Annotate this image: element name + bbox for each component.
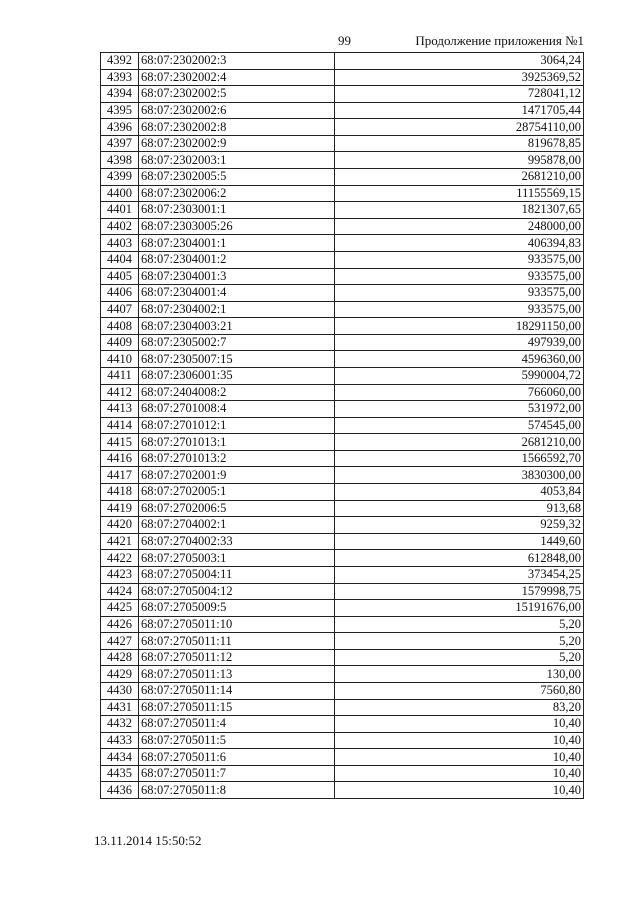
table-row — [101, 334, 584, 351]
page-number: 99 — [338, 33, 351, 48]
cadastral-value: 5,20 — [335, 633, 584, 650]
table-row — [101, 152, 584, 169]
row-number: 4433 — [101, 732, 139, 749]
row-number: 4429 — [101, 666, 139, 683]
row-number: 4418 — [101, 484, 139, 501]
cadastral-number: 68:07:2702006:5 — [139, 500, 335, 517]
table-row — [101, 765, 584, 782]
cadastral-number: 68:07:2302005:5 — [139, 169, 335, 186]
cadastral-number: 68:07:2302002:9 — [139, 135, 335, 152]
cadastral-value: 7560,80 — [335, 682, 584, 699]
cadastral-value: 15191676,00 — [335, 600, 584, 617]
row-number: 4395 — [101, 102, 139, 119]
cadastral-number: 68:07:2302002:8 — [139, 119, 335, 136]
table-row — [101, 218, 584, 235]
cadastral-number: 68:07:2302002:3 — [139, 53, 335, 70]
row-number: 4411 — [101, 367, 139, 384]
row-number: 4403 — [101, 235, 139, 252]
table-row — [101, 119, 584, 136]
table-row — [101, 600, 584, 617]
row-number: 4420 — [101, 517, 139, 534]
table-row — [101, 135, 584, 152]
row-number: 4406 — [101, 285, 139, 302]
table-row — [101, 301, 584, 318]
cadastral-value: 5,20 — [335, 649, 584, 666]
cadastral-number: 68:07:2306001:35 — [139, 367, 335, 384]
table-row — [101, 533, 584, 550]
table-row — [101, 467, 584, 484]
cadastral-number: 68:07:2705011:7 — [139, 765, 335, 782]
cadastral-value: 933575,00 — [335, 268, 584, 285]
cadastral-number: 68:07:2704002:33 — [139, 533, 335, 550]
table-row — [101, 401, 584, 418]
cadastral-number: 68:07:2305007:15 — [139, 351, 335, 368]
cadastral-value: 574545,00 — [335, 417, 584, 434]
cadastral-number: 68:07:2702001:9 — [139, 467, 335, 484]
row-number: 4409 — [101, 334, 139, 351]
cadastral-value: 497939,00 — [335, 334, 584, 351]
row-number: 4432 — [101, 716, 139, 733]
table-row — [101, 86, 584, 103]
cadastral-value: 3064,24 — [335, 53, 584, 70]
table-row — [101, 583, 584, 600]
table-row — [101, 699, 584, 716]
cadastral-value: 933575,00 — [335, 301, 584, 318]
row-number: 4397 — [101, 135, 139, 152]
cadastral-number: 68:07:2302002:4 — [139, 69, 335, 86]
cadastral-value: 913,68 — [335, 500, 584, 517]
table-row — [101, 268, 584, 285]
cadastral-number: 68:07:2704002:1 — [139, 517, 335, 534]
row-number: 4396 — [101, 119, 139, 136]
cadastral-value: 995878,00 — [335, 152, 584, 169]
row-number: 4398 — [101, 152, 139, 169]
table-row — [101, 367, 584, 384]
appendix-continuation-note: Продолжение приложения №1 — [415, 33, 584, 48]
cadastral-value: 5,20 — [335, 616, 584, 633]
cadastral-number: 68:07:2302002:5 — [139, 86, 335, 103]
cadastral-value: 5990004,72 — [335, 367, 584, 384]
cadastral-value: 1579998,75 — [335, 583, 584, 600]
table-row — [101, 682, 584, 699]
cadastral-value: 248000,00 — [335, 218, 584, 235]
table-body — [101, 53, 584, 799]
cadastral-value: 612848,00 — [335, 550, 584, 567]
table-row — [101, 749, 584, 766]
cadastral-value: 933575,00 — [335, 285, 584, 302]
cadastral-number: 68:07:2705011:13 — [139, 666, 335, 683]
cadastral-number: 68:07:2705009:5 — [139, 600, 335, 617]
table-row — [101, 285, 584, 302]
cadastral-number: 68:07:2705011:8 — [139, 782, 335, 799]
row-number: 4404 — [101, 251, 139, 268]
cadastral-number: 68:07:2705003:1 — [139, 550, 335, 567]
table-row — [101, 53, 584, 70]
cadastral-number: 68:07:2701013:1 — [139, 434, 335, 451]
cadastral-value: 2681210,00 — [335, 434, 584, 451]
row-number: 4430 — [101, 682, 139, 699]
row-number: 4419 — [101, 500, 139, 517]
row-number: 4426 — [101, 616, 139, 633]
cadastral-number: 68:07:2303005:26 — [139, 218, 335, 235]
cadastral-number: 68:07:2705011:15 — [139, 699, 335, 716]
cadastral-value: 10,40 — [335, 765, 584, 782]
table-row — [101, 566, 584, 583]
cadastral-number: 68:07:2305002:7 — [139, 334, 335, 351]
table-row — [101, 649, 584, 666]
table-row — [101, 417, 584, 434]
cadastral-value: 1471705,44 — [335, 102, 584, 119]
cadastral-number: 68:07:2705011:10 — [139, 616, 335, 633]
cadastral-value: 4053,84 — [335, 484, 584, 501]
cadastral-number: 68:07:2705011:11 — [139, 633, 335, 650]
table-row — [101, 251, 584, 268]
row-number: 4417 — [101, 467, 139, 484]
row-number: 4427 — [101, 633, 139, 650]
cadastral-value: 10,40 — [335, 749, 584, 766]
cadastral-number: 68:07:2705011:6 — [139, 749, 335, 766]
row-number: 4424 — [101, 583, 139, 600]
row-number: 4401 — [101, 202, 139, 219]
cadastral-value: 18291150,00 — [335, 318, 584, 335]
cadastral-number: 68:07:2705011:14 — [139, 682, 335, 699]
row-number: 4400 — [101, 185, 139, 202]
cadastral-number: 68:07:2705011:5 — [139, 732, 335, 749]
cadastral-number: 68:07:2705011:4 — [139, 716, 335, 733]
row-number: 4392 — [101, 53, 139, 70]
cadastral-value: 28754110,00 — [335, 119, 584, 136]
cadastral-value: 1449,60 — [335, 533, 584, 550]
table-row — [101, 616, 584, 633]
cadastral-value: 819678,85 — [335, 135, 584, 152]
cadastral-number: 68:07:2702005:1 — [139, 484, 335, 501]
cadastral-number: 68:07:2302003:1 — [139, 152, 335, 169]
cadastral-value: 406394,83 — [335, 235, 584, 252]
row-number: 4394 — [101, 86, 139, 103]
table-row — [101, 633, 584, 650]
cadastral-number: 68:07:2304001:4 — [139, 285, 335, 302]
table-row — [101, 782, 584, 799]
row-number: 4399 — [101, 169, 139, 186]
table-row — [101, 169, 584, 186]
row-number: 4435 — [101, 765, 139, 782]
row-number: 4405 — [101, 268, 139, 285]
cadastral-value: 83,20 — [335, 699, 584, 716]
table-row — [101, 666, 584, 683]
cadastral-value: 11155569,15 — [335, 185, 584, 202]
cadastral-value: 3925369,52 — [335, 69, 584, 86]
table-row — [101, 202, 584, 219]
cadastral-number: 68:07:2705011:12 — [139, 649, 335, 666]
table-row — [101, 384, 584, 401]
row-number: 4410 — [101, 351, 139, 368]
cadastral-number: 68:07:2404008:2 — [139, 384, 335, 401]
row-number: 4402 — [101, 218, 139, 235]
row-number: 4412 — [101, 384, 139, 401]
table-row — [101, 517, 584, 534]
cadastral-value: 130,00 — [335, 666, 584, 683]
cadastral-value: 2681210,00 — [335, 169, 584, 186]
row-number: 4434 — [101, 749, 139, 766]
cadastral-number: 68:07:2304001:3 — [139, 268, 335, 285]
cadastral-value: 3830300,00 — [335, 467, 584, 484]
cadastral-number: 68:07:2705004:12 — [139, 583, 335, 600]
row-number: 4425 — [101, 600, 139, 617]
table-row — [101, 69, 584, 86]
cadastral-value: 9259,32 — [335, 517, 584, 534]
row-number: 4407 — [101, 301, 139, 318]
table-row — [101, 434, 584, 451]
cadastral-value: 373454,25 — [335, 566, 584, 583]
table-row — [101, 185, 584, 202]
table-row — [101, 500, 584, 517]
row-number: 4393 — [101, 69, 139, 86]
cadastral-value: 10,40 — [335, 732, 584, 749]
cadastral-value: 1821307,65 — [335, 202, 584, 219]
cadastral-number: 68:07:2701013:2 — [139, 450, 335, 467]
row-number: 4421 — [101, 533, 139, 550]
row-number: 4416 — [101, 450, 139, 467]
cadastral-number: 68:07:2304003:21 — [139, 318, 335, 335]
cadastral-number: 68:07:2304002:1 — [139, 301, 335, 318]
cadastral-number: 68:07:2303001:1 — [139, 202, 335, 219]
table-row — [101, 102, 584, 119]
cadastral-number: 68:07:2302006:2 — [139, 185, 335, 202]
row-number: 4423 — [101, 566, 139, 583]
cadastral-value-table — [100, 52, 584, 799]
row-number: 4415 — [101, 434, 139, 451]
row-number: 4414 — [101, 417, 139, 434]
cadastral-value: 4596360,00 — [335, 351, 584, 368]
cadastral-number: 68:07:2304001:2 — [139, 251, 335, 268]
cadastral-value: 531972,00 — [335, 401, 584, 418]
row-number: 4436 — [101, 782, 139, 799]
cadastral-number: 68:07:2302002:6 — [139, 102, 335, 119]
row-number: 4413 — [101, 401, 139, 418]
table-row — [101, 351, 584, 368]
row-number: 4422 — [101, 550, 139, 567]
cadastral-number: 68:07:2701008:4 — [139, 401, 335, 418]
table-row — [101, 716, 584, 733]
print-timestamp: 13.11.2014 15:50:52 — [94, 833, 202, 848]
cadastral-number: 68:07:2705004:11 — [139, 566, 335, 583]
table-row — [101, 484, 584, 501]
table-row — [101, 450, 584, 467]
table-row — [101, 318, 584, 335]
table-row — [101, 732, 584, 749]
cadastral-value: 766060,00 — [335, 384, 584, 401]
table-row — [101, 235, 584, 252]
cadastral-number: 68:07:2701012:1 — [139, 417, 335, 434]
row-number: 4428 — [101, 649, 139, 666]
cadastral-value: 10,40 — [335, 716, 584, 733]
row-number: 4408 — [101, 318, 139, 335]
cadastral-value: 933575,00 — [335, 251, 584, 268]
cadastral-value: 728041,12 — [335, 86, 584, 103]
row-number: 4431 — [101, 699, 139, 716]
cadastral-value: 10,40 — [335, 782, 584, 799]
table-row — [101, 550, 584, 567]
cadastral-number: 68:07:2304001:1 — [139, 235, 335, 252]
cadastral-value: 1566592,70 — [335, 450, 584, 467]
